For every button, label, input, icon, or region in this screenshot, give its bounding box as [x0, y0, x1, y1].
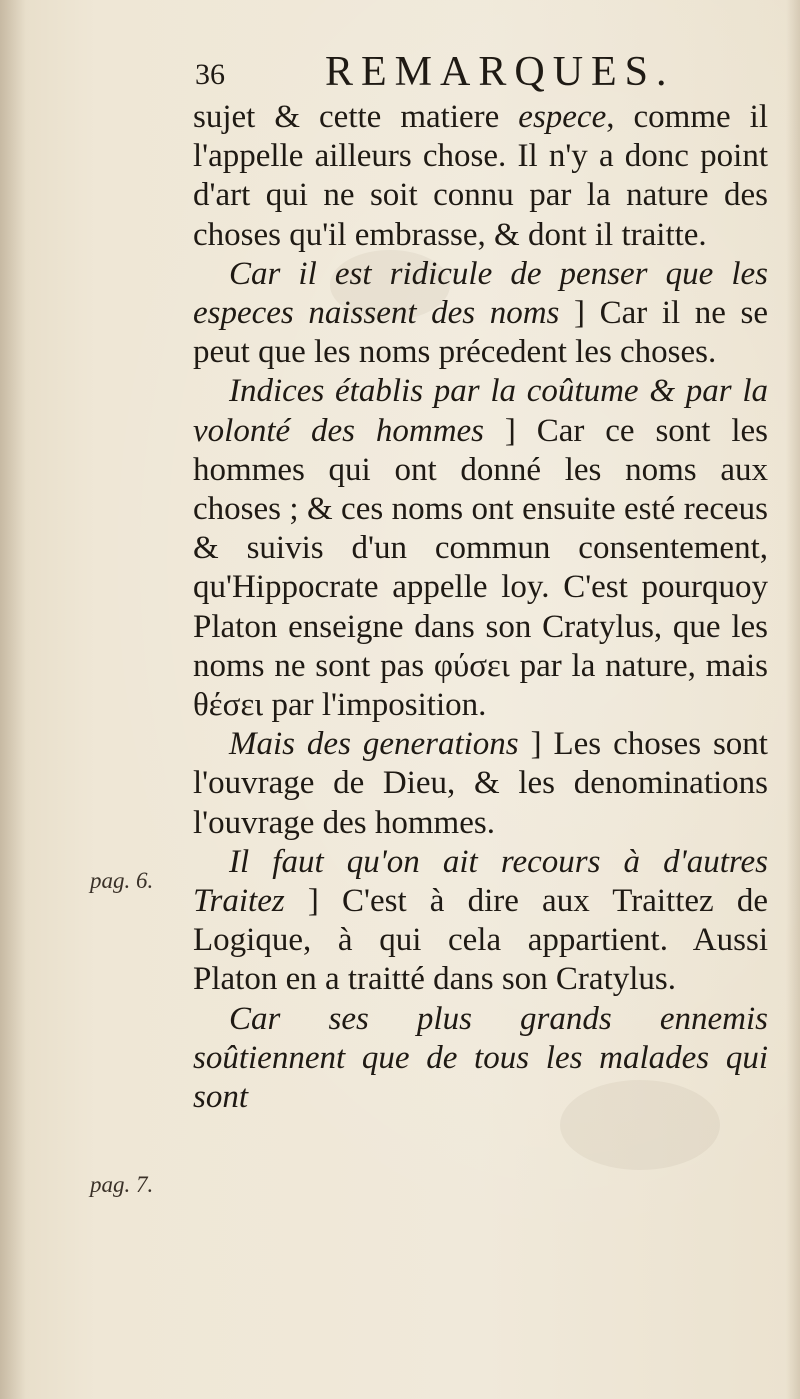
- paragraph-text: , comme il l'appelle ailleurs chose. Il n'y a donc point d'art qui ne soit connu par la nature des choses qu'il embrasse, & dont il traitte.: [193, 99, 768, 253]
- lemma: Mais des generations: [229, 726, 519, 763]
- paragraph: [193, 843, 768, 1000]
- paragraph: [193, 372, 768, 725]
- paragraph: [193, 255, 768, 373]
- running-head: REMARQUES.: [325, 49, 675, 95]
- page-header: [195, 48, 755, 102]
- page-number: 36: [195, 58, 225, 91]
- lemma: espece: [518, 99, 607, 135]
- paragraph-text: ] Les choses sont l'ouvrage de Dieu, & les denominations l'ouvrage des hommes.: [193, 726, 768, 841]
- paragraph-text: ] C'est à dire aux Traittez de Logique, à qui cela appartient. Aussi Platon en a traitté dans son Cratylus.: [193, 883, 768, 998]
- page-edge-shadow: [786, 0, 800, 1399]
- margin-note: pag. 6.: [90, 868, 154, 893]
- lemma: Indices établis par la coûtume & par la volonté des hommes: [193, 373, 768, 449]
- paragraph: [193, 725, 768, 843]
- paragraph-text: ] Car il ne se peut que les noms précedent les choses.: [193, 295, 769, 371]
- main-text: [193, 98, 768, 1117]
- paragraph-text: ] Car ce sont les hommes qui ont donné les noms aux choses ; & ces noms ont ensuite esté receus & suivis d'un commun consentement, qu'Hippocrate appelle loy. C'est pourquoy Platon enseigne dans son Cratylus, que les noms ne sont pas φύσει par la nature, mais θέσει par l'imposition.: [193, 412, 768, 724]
- paragraph: [193, 98, 768, 255]
- paragraph-text: sujet & cette matiere: [193, 99, 519, 135]
- lemma: Car ses plus grands ennemis soûtiennent que de tous les malades qui sont: [193, 1000, 768, 1116]
- lemma: Car il est ridicule de penser que les especes naissent des noms: [193, 255, 768, 332]
- paragraph: [193, 1000, 768, 1118]
- margin-note: pag. 7.: [90, 1172, 154, 1197]
- lemma: Il faut qu'on ait recours à d'autres Traitez: [193, 843, 768, 920]
- gutter-shadow: [0, 0, 26, 1399]
